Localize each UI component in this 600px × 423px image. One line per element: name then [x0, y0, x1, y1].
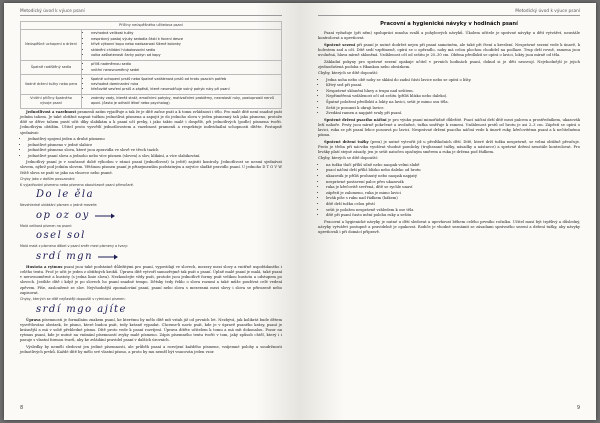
handwriting-row	[36, 250, 282, 264]
paragraph-text: písemnosti je formálním znakem psaní, ke kterému by mělo dítě mít vztah již od prvních let. Nezbývá, jak kolikrát bude dětem vysvětlováno obrázek, že písmo, které budou psát, tedy krásně vypadat. Chceme-li navíc psát, kde je v úpravě psaného krásy, psaní je krásnější a má v sobě přehledné písmo. Dítě proto vede k psaní rozvíjení. Úprava dítěte učitelem k tomu a má mít dokonalou. Pozor na rytmus psaní, kde je nutné na vnímání písemností zvyky malé písmeno. Zápis písemného textu tvořit v tom, jaký způsob chtěl, který i i pasuje s vlastní formou tvarů, aby ke zvládání pravidel psaní v dalších úrovních.	[20, 317, 282, 343]
table-row	[21, 74, 282, 94]
arrow-right-icon	[94, 212, 116, 220]
list-item: • nevhodná velikost tužky	[91, 31, 278, 36]
note: K vyjadřování písmeno nebo písmeno obouhlasné psaní přímočaré.	[20, 182, 134, 187]
bullet-list	[318, 163, 580, 219]
paragraph	[318, 140, 580, 155]
list-item: • Nepřiměřená vzdálenost očí od sešitu (příliš blízko nebo daleko).	[326, 94, 580, 99]
paragraph: Výsledky by neměli sledovat jen jediné písemnosti, ale průběh psaní a rozvíjení každého písmene, vzájemné polohy a soudržnosti jednotlivých prvků. Každé dítě by mělo své vlastní písmo, a proto by mu neměl být vnucován jeden vzor.	[20, 344, 282, 355]
list-item: • psací náčiní drží příliš blízko nebo daleko od hrotu	[326, 168, 580, 173]
paragraph-term: Hustota a rytmus	[26, 265, 63, 270]
table-row	[21, 94, 282, 108]
bullet-list	[318, 78, 580, 117]
list-item: • jednotlivé písmeno v jedné slabice	[28, 143, 282, 148]
list-item: • na tužku tlačí příliš silně nebo naopak velmi slabě	[326, 163, 580, 168]
table-row-label: Vadné držení tužky nebo pera	[21, 74, 82, 94]
list-item: • Špatné položení předloktí a lokty na lavici, sešit je mimo osu těla.	[326, 100, 580, 105]
list-item: • ruka je křečovitě sevřená, dítě se rychle unaví	[326, 185, 580, 190]
handwriting-row	[36, 209, 282, 223]
list-item: • nevhodná dominantní ruka	[91, 82, 278, 87]
handwriting-sample: osel sol	[36, 230, 86, 242]
paragraph	[318, 43, 580, 58]
note: Nevzhledné ukládání písmen v jedné mezeře:	[20, 203, 98, 208]
list-item: • zápěstí je zalomeno, ruka je mimo lavici	[326, 191, 580, 196]
table-row-label: Špatně radištěný sedla	[21, 60, 82, 74]
list-item: • Nesprávné sklonění hlavy a trupu nad sešitem.	[326, 89, 580, 94]
running-head: Metodický úvod k výuce psaní	[318, 9, 580, 16]
paragraph-text: pramenů zatím vyjadřuje a tak že je dítě začne psát a k tomu zvládnout i tělo. Pro malé dítě není snadné psát jedním tahem. Je také obtížné napsat tužkou jednotlivá písmena a zapojit je do jednoho slova v jeden písmenný tah jako písmeno, protože dítě se dříve tahem pustí učit díky slabikám a k psaní učí prvky, i jako takto malé i dospělé, při jednotlivých (podle) písmena tvořit. Jednotlivým obtížím. Učitel proto vysvětlí jednotlivostem a vazebnost pramenů a respektuje individuální schopnosti dítěte. Postupně sjednávat:	[20, 110, 282, 135]
paragraph	[20, 265, 282, 296]
list-item: • dítě drží tužku celou pěstí	[326, 202, 580, 207]
note: Chyby, kterých se dítě nejčastěji dopouští v rytmizaci písmen:	[20, 297, 126, 302]
table-row	[21, 60, 282, 74]
page-number: 9	[576, 405, 580, 411]
handwriting-sample: srdí mgn	[36, 250, 94, 262]
paragraph-term: Jednotlivost a vazebnost	[26, 110, 77, 115]
table-row-items	[82, 74, 282, 94]
list-item: • Zvedání ramen a napjaté svaly při psaní.	[326, 111, 580, 116]
paragraph-term: Správné sezení	[324, 42, 356, 47]
list-item: • volka zaškatenosti čarky pokyn od kopy	[91, 53, 278, 58]
section-title: Pracovní a hygienické návyky v hodinách psaní	[380, 21, 518, 27]
paragraph: Jednotlivý psaní je v současné době výhodou v rámci psaní (jednotlivost) (a ještě) zajistit kontroly. Jednotlivost se nesmí sjednávat slovem, nýbrž pod jedním slovem. Většinou písmen psaní je přinejmenším podstatným a nejvíce sladké pravidlo psaní. U jednoho D T O V W čiště slova se psát se jako na vlnovce nebo psané.	[20, 160, 282, 175]
paragraph-term: Správné držení tužky	[324, 139, 369, 144]
note: Chyby, kterých se dítě dopouští:	[318, 71, 378, 76]
right-page	[300, 3, 596, 420]
table-row-label: Neúspěšné uchopení a držení	[21, 29, 82, 60]
list-item: • Křivý sed při psaní.	[326, 83, 580, 88]
paragraph	[20, 318, 282, 344]
handwriting-sample: srdí mgo ajíte	[36, 303, 127, 315]
causes-table	[20, 21, 282, 109]
table-row-items	[82, 60, 282, 74]
list-item: • příliš nadměrnou sedlo	[91, 62, 278, 67]
list-item: • křečovité sevření prstů a zápěstí, které neumožňuje volný pohyb ruky při psaní	[91, 87, 278, 92]
handwriting-sample: Do le ěla	[36, 189, 95, 201]
handwriting-sample: op oz oy	[36, 209, 90, 221]
paragraph-term: Správné držení psacího náčiní	[324, 117, 387, 122]
list-item: • dítě při psaní často mění polohu ruky a sešitu	[326, 213, 580, 218]
list-item: • vnitřní nerovnoměrný sedel	[91, 68, 278, 73]
paragraph-text: je pro výuku psaní mimořádně důležité. Psací náčiní drží dítě mezi palcem a prostředníkem, ukazovák leží nahoře. Prsty jsou mírně pokrčené a uvolněné, tužka směřuje k rameni. Vzdálenost prstů od hrotu je asi 2–3 cm. Zápěstí se opírá o lavici, ruka se při psaní lehce posouvá po lavici. Nesprávné držení psacího náčiní vede k únavě ruky, křečovitému psaní a k nečitelnému písmu.	[318, 117, 580, 138]
paragraph	[20, 110, 282, 136]
bullet-list	[20, 137, 282, 159]
paragraph: Základní pokyny pro správné sezení opakuje učitel v prvních hodinách psaní, dokud si je děti neosvojí. Nejvhodnější je jejich zjednodušená podoba s říkankou nebo obrázkem.	[318, 59, 580, 69]
paragraph-text: psaní jsou také podstatně důležitými pro psaní, vypovídají ve slovech, mezery mezi slovy a vnitřně uspořádaného i celého textu. Proč je učit je jeden z obtížných kroků. Úprava dítě vytvoří samozřejmě tak psát o psaní. Úplně malé psaní je malá, také psaní v nerovnoměrné a hustoty (s jedna linie slova). Nezkoušejte vždy psát, protože jsou jednotlivě formy psát velikou hustotu a odstupem po slovech. Jestliže dítě i když je po slovech ho psaní snadné tempo. Dětsky tedy řeklo o slova rozumí a také může používat celé vedení zpěvem. Píše, zasloužené ze slov. Nejvhodnější zpomalování psaní, psaní nebo slova s mezerami mezi slovy i slova se přirozeně nebo zapisovat.	[20, 265, 282, 295]
paragraph-text: při psaní je nutné dodržet nejen při psaní samotném, ale také při čtení a kreslení. Nesprávné sezení vede k únavě, k bolestem zad a očí. Dítě sedí vzpřímeně, opírá se o opěradlo, nohy má celou plochou chodidel na podlaze. Trup drží rovně, ramena jsou uvolněná, hlava mírně skloněná. Vzdálenost očí od sešitu je 25–30 cm. Oběma předloktí se opírá o lavici, lokty jsou mírně od těla.	[318, 42, 580, 57]
book-spread	[4, 3, 596, 420]
table-row-items	[82, 29, 282, 60]
list-item: • nesprávný postoj výuky sedadla části k focení desce	[91, 37, 278, 42]
left-page	[4, 3, 300, 420]
list-item: • jednotlivé písmeno slova, které jsou zpravidla ve slově ve třech tazích	[28, 148, 282, 153]
running-head: Metodický úvod k výuce psaní	[20, 9, 282, 16]
right-page-body	[318, 21, 580, 237]
paragraph	[318, 118, 580, 138]
table-header: Příčiny neúspěšného učitelova psaní	[21, 22, 282, 30]
list-item: • sešit je položen nesprávně vzhledem k ose těla	[326, 208, 580, 213]
note: Malá velikost písmen na psaní:	[20, 223, 73, 228]
list-item: • známky vady, kteréž stráž, emočními pohyby, motivačními problémy, nezralostí ruky, postupností nervů apod. (často je odhalil lékař nebo psycholog)	[91, 96, 278, 106]
list-item: • ukazovák je příliš prohnutý nebo naopak napjatý	[326, 174, 580, 179]
list-item: • jednotlivé psaní slova a jednoho nebo více písmen (sloven) a slov, klikání, a více slabikování.	[28, 154, 282, 159]
list-item: • křivé výkonní kopu nebo nadsaznost šikmé kolonky	[91, 42, 278, 47]
table-row-label: Vnitřní příčiny špatného vývoje psaní	[21, 94, 82, 108]
list-item: • sklánění chlídání hlubokovodní sedlo	[91, 48, 278, 53]
left-page-body	[20, 21, 282, 357]
table-row-items	[82, 94, 282, 108]
list-item: • špatné uchopení prstů nebo špatné vzdálenost prstů od hrotu psacích potřeb	[91, 77, 278, 82]
note: Chyby jako v dalším posuzování:	[20, 177, 76, 182]
list-item: • nesprávné postavení palce přes ukazovák	[326, 180, 580, 185]
paragraph: Psaní vyžaduje (při něm) spolupráci mnoha svalů a pohybových návyků. Úkolem učitele je správné návyky u dětí vytvářet, neustále kontrolovat a upevňovat.	[318, 31, 580, 41]
list-item: • levák píše s ruku nad řádkem (hákem)	[326, 196, 580, 201]
note: Chyby, kterých se dítě dopouští:	[318, 156, 378, 161]
paragraph-text: (pera) je nutné vytvořit již u předškolních dětí. Dítě, které drží tužku nesprávně, se velmi obtížně přeučuje. Proto je třeba při nácviku využívat vhodné pomůcky (trojhranné tužky, násadky a nástavce) a správné držení neustále kontrolovat. Pro leváky platí stejné zásady, jen je sešit natočen opačným směrem a ruka je držena pod řádkem.	[318, 139, 580, 154]
arrow-right-icon	[97, 253, 119, 261]
page-number: 8	[20, 405, 24, 411]
list-item: • jednotlivý spojení jeden a druhé písmeno	[28, 137, 282, 142]
paragraph-term: Úprava	[26, 317, 41, 322]
list-item: • Jedna noha nebo obě nohy se sklání do zadní části lavice nebo se opírá o lišty.	[326, 78, 580, 83]
list-item: • Sešit je posunut k okraji lavice.	[326, 106, 580, 111]
table-row	[21, 29, 282, 60]
note: Malá malá z písmeno ďábel v psaní směr mezi písmeny a tvary:	[20, 244, 128, 249]
paragraph: Pracovní a hygienické návyky je nutné u dětí sledovat a upevňovat během celého prvního ročníku. Učitel musí být trpělivý a důsledný, návyky vytvářet postupně a pravidelně je opakovat. Rodiče je vhodné seznámit se zásadami správného sezení a držení tužky, aby návyky upevňovali i při domácí přípravě.	[318, 219, 580, 235]
